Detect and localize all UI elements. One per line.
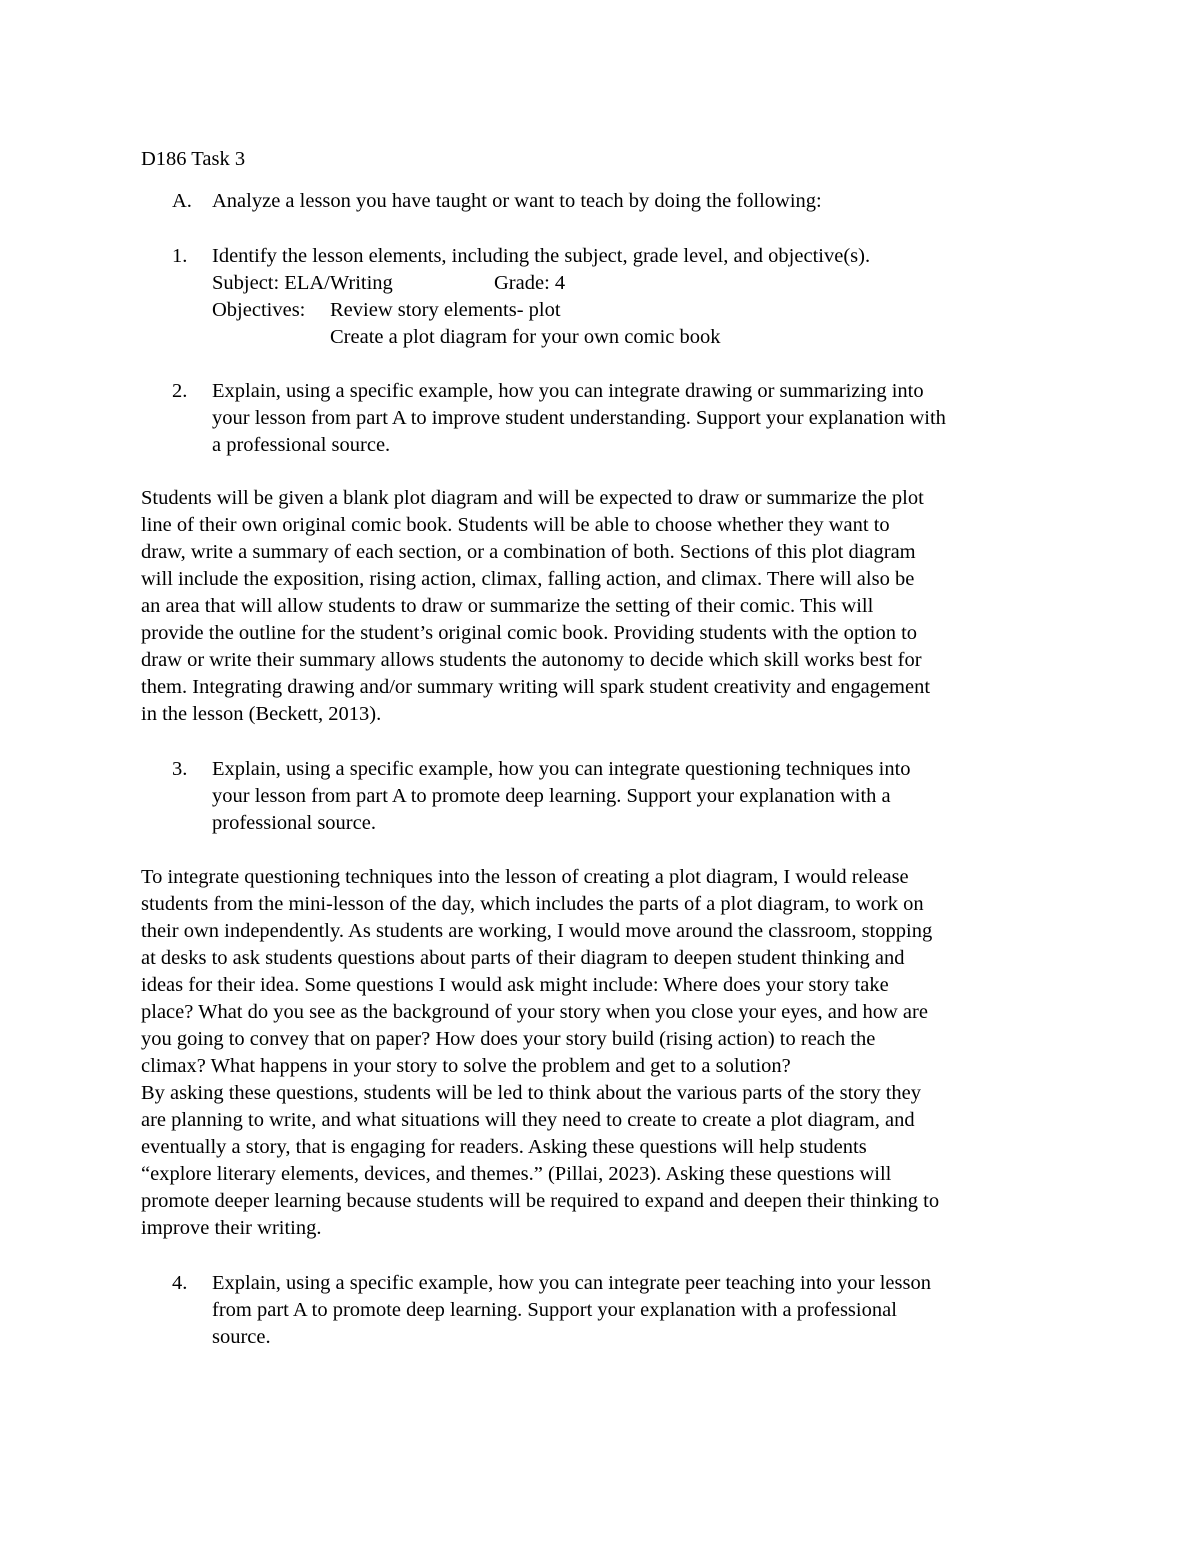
- list-item-3-line: your lesson from part A to promote deep learning. Support your explanation with a: [212, 785, 891, 807]
- paragraph-line: promote deeper learning because students will be required to expand and deepen their thinking to: [141, 1190, 940, 1212]
- list-item-1-marker: 1.: [172, 245, 188, 267]
- paragraph-line: eventually a story, that is engaging for readers. Asking these questions will help students: [141, 1136, 867, 1158]
- list-item-4-line: from part A to promote deep learning. Support your explanation with a professional: [212, 1299, 897, 1321]
- paragraph-line: draw, write a summary of each section, or a combination of both. Sections of this plot diagram: [141, 541, 916, 563]
- list-item-3-line: Explain, using a specific example, how you can integrate questioning techniques into: [212, 758, 911, 780]
- paragraph-line: will include the exposition, rising action, climax, falling action, and climax. There will also be: [141, 568, 915, 590]
- paragraph-line: draw or write their summary allows students the autonomy to decide which skill works best for: [141, 649, 922, 671]
- response-paragraph-1: [141, 485, 1071, 728]
- paragraph-line: Students will be given a blank plot diagram and will be expected to draw or summarize the plot: [141, 487, 924, 509]
- paragraph-line: place? What do you see as the background of your story when you close your eyes, and how are: [141, 1001, 928, 1023]
- list-item-2-line: your lesson from part A to improve student understanding. Support your explanation with: [212, 407, 946, 429]
- response-paragraph-2: [141, 864, 1071, 1242]
- section-a-text: Analyze a lesson you have taught or want to teach by doing the following:: [212, 190, 822, 212]
- objective-1: Review story elements- plot: [330, 299, 561, 321]
- paragraph-line: climax? What happens in your story to solve the problem and get to a solution?: [141, 1055, 791, 1077]
- list-item-2-line: Explain, using a specific example, how you can integrate drawing or summarizing into: [212, 380, 924, 402]
- objective-2: Create a plot diagram for your own comic book: [330, 326, 721, 348]
- grade-label: Grade: 4: [494, 272, 566, 294]
- list-item-4-marker: 4.: [172, 1272, 188, 1294]
- paragraph-line: provide the outline for the student’s original comic book. Providing students with the option to: [141, 622, 918, 644]
- paragraph-line: line of their own original comic book. Students will be able to choose whether they want to: [141, 514, 890, 536]
- paragraph-line: you going to convey that on paper? How does your story build (rising action) to reach the: [141, 1028, 876, 1050]
- section-a-marker: A.: [172, 190, 192, 212]
- paragraph-line: By asking these questions, students will be led to think about the various parts of the story they: [141, 1082, 922, 1104]
- paragraph-line: are planning to write, and what situations will they need to create to create a plot diagram, and: [141, 1109, 915, 1131]
- list-item-3-line: professional source.: [212, 812, 376, 834]
- paragraph-line: ideas for their idea. Some questions I would ask might include: Where does your story take: [141, 974, 889, 996]
- paragraph-line: in the lesson (Beckett, 2013).: [141, 703, 382, 725]
- document-title: D186 Task 3: [141, 148, 246, 170]
- list-item-3-marker: 3.: [172, 758, 188, 780]
- list-item-2-line: a professional source.: [212, 434, 391, 456]
- objectives-label: Objectives:: [212, 299, 306, 321]
- paragraph-line: an area that will allow students to draw or summarize the setting of their comic. This will: [141, 595, 874, 617]
- paragraph-line: them. Integrating drawing and/or summary writing will spark student creativity and engagement: [141, 676, 931, 698]
- list-item-2-marker: 2.: [172, 380, 188, 402]
- paragraph-line: at desks to ask students questions about parts of their diagram to deepen student thinking and: [141, 947, 905, 969]
- paragraph-line: students from the mini-lesson of the day, which includes the parts of a plot diagram, to work on: [141, 893, 924, 915]
- paragraph-line: “explore literary elements, devices, and themes.” (Pillai, 2023). Asking these questions will: [141, 1163, 892, 1185]
- paragraph-line: To integrate questioning techniques into the lesson of creating a plot diagram, I would release: [141, 866, 909, 888]
- paragraph-line: their own independently. As students are working, I would move around the classroom, stopping: [141, 920, 933, 942]
- subject-label: Subject: ELA/Writing: [212, 272, 393, 294]
- subject-grade-line: [212, 270, 1072, 297]
- list-item-4-line: Explain, using a specific example, how you can integrate peer teaching into your lesson: [212, 1272, 931, 1294]
- objectives-line: [212, 297, 1072, 324]
- list-item-4-line: source.: [212, 1326, 271, 1348]
- list-item-1-prompt: Identify the lesson elements, including the subject, grade level, and objective(s).: [212, 245, 871, 267]
- paragraph-line: improve their writing.: [141, 1217, 322, 1239]
